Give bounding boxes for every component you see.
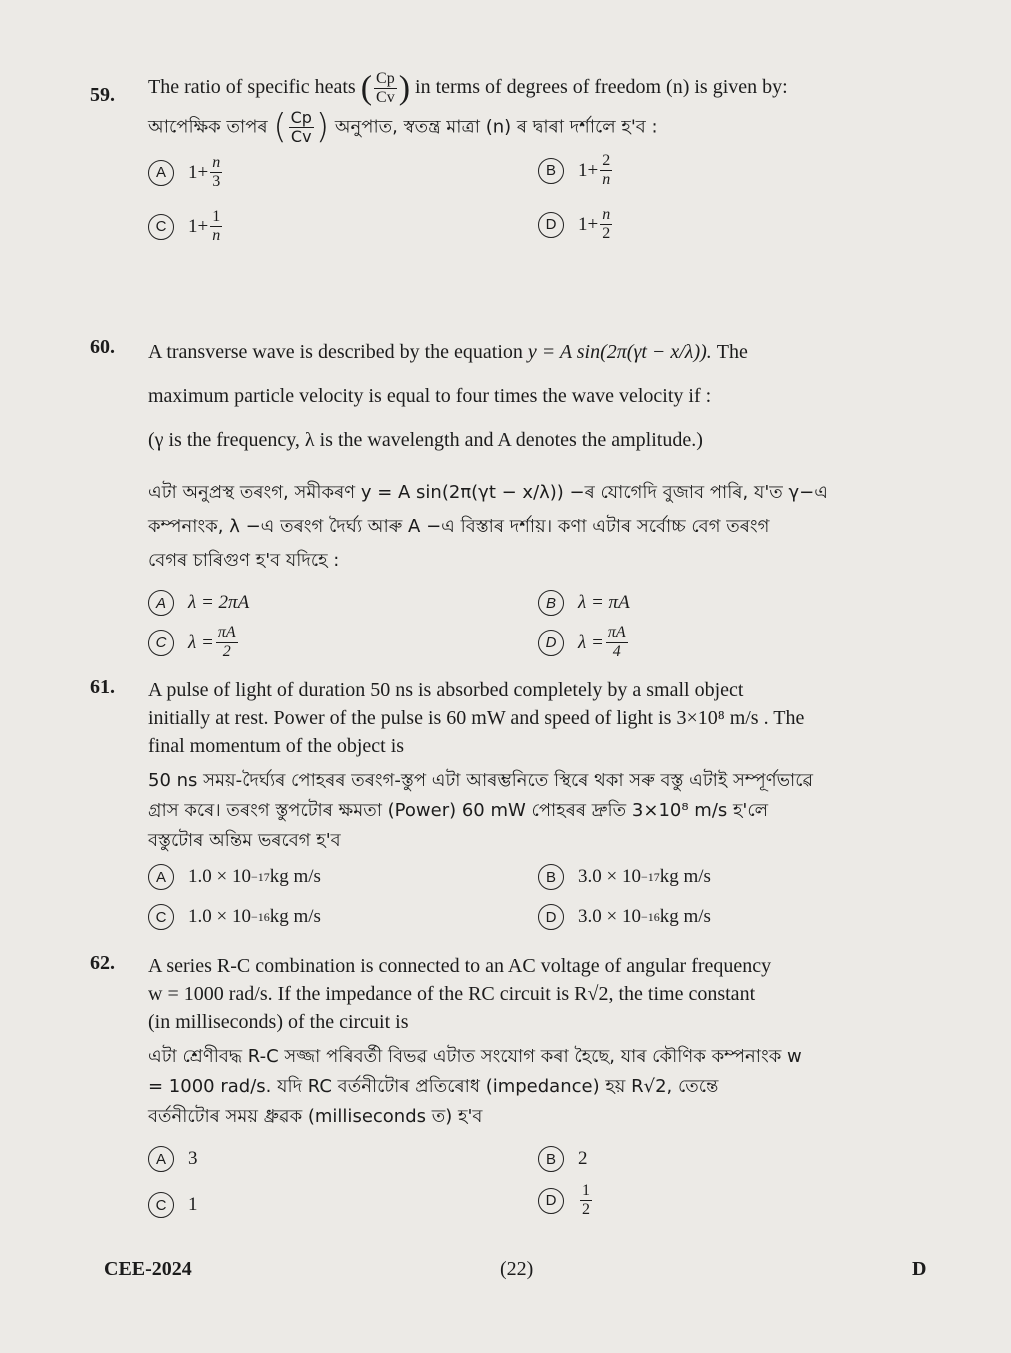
option-d[interactable]: D 1+ $\frac{n}{2}$ xyxy=(538,206,614,243)
option-badge: A xyxy=(148,160,174,186)
option-badge: A xyxy=(148,1146,174,1172)
options xyxy=(148,1146,930,1236)
options xyxy=(148,590,930,676)
option-a[interactable]: A 1+ $\frac{n}{3}$ xyxy=(148,154,224,191)
option-d[interactable]: D λ = $\frac{\pi A}{4}$ xyxy=(538,624,630,661)
question-number: 60. xyxy=(90,336,115,358)
question-number: 59. xyxy=(90,84,115,106)
option-badge: D xyxy=(538,904,564,930)
option-a[interactable]: A λ = 2πA xyxy=(148,590,249,616)
option-b[interactable]: B 3.0 × 10 −17 kg m/s xyxy=(538,864,711,890)
question-number: 61. xyxy=(90,676,115,698)
fraction: $\frac{Cp}{Cv}$ xyxy=(376,70,395,106)
fraction: $\frac{Cp}{Cv}$ xyxy=(290,108,312,146)
question-62 xyxy=(90,952,930,1236)
option-b[interactable]: B 1+ $\frac{2}{n}$ xyxy=(538,152,614,189)
fraction: $\frac{1}{n}$ xyxy=(212,208,221,244)
question-number: 62. xyxy=(90,952,115,974)
option-badge: C xyxy=(148,904,174,930)
question-text-bn: 50 ns সময়-দৈৰ্ঘ্যৰ পোহৰৰ তৰংগ-স্তুপ এটা আৰম্ভনিতে স্থিৰে থকা সৰু বস্তু এটাই সম্পূৰ্ণভাৱে গ্ৰাস কৰে। তৰংগ স্তুপটোৰ ক্ষমতা (Power) 60 mW পোহৰৰ দ্ৰুতি 3×10⁸ m/s হ'লে বস্তুটোৰ অন্তিম ভৰবেগ হ'ব xyxy=(148,770,813,851)
question-text-bn: এটা অনুপ্ৰস্থ তৰংগ, সমীকৰণ y = A sin(2π(γt − x/λ)) −ৰ যোগেদি বুজাব পাৰি, য'ত γ−এ কম্পনাংক, λ −এ তৰংগ দৈৰ্ঘ্য আৰু A −এ বিস্তাৰ দৰ্শায়। কণা এটাৰ সৰ্বোচ্চ বেগ তৰংগ বেগৰ চাৰিগুণ হ'ব যদিহে : xyxy=(148,482,828,571)
exam-code: CEE-2024 xyxy=(104,1258,192,1280)
option-badge: B xyxy=(538,158,564,184)
option-badge: C xyxy=(148,214,174,240)
question-60 xyxy=(90,330,930,676)
question-text-bn: আপেক্ষিক তাপৰ ( $\frac{Cp}{Cv}$ ) অনুপাত, স্বতন্ত্ৰ মাত্ৰা (n) ৰ দ্বাৰা দৰ্শালে হ'ব : xyxy=(148,107,658,147)
fraction: $\frac{\pi A}{4}$ xyxy=(607,624,626,660)
option-a[interactable]: A 3 xyxy=(148,1146,198,1172)
option-c[interactable]: C 1 xyxy=(148,1192,198,1218)
options xyxy=(148,864,930,940)
options xyxy=(148,150,930,250)
option-b[interactable]: B 2 xyxy=(538,1146,588,1172)
fraction: $\frac{2}{n}$ xyxy=(602,152,611,188)
option-badge: C xyxy=(148,630,174,656)
option-badge: D xyxy=(538,1188,564,1214)
question-59 xyxy=(90,70,930,250)
equation: y = A sin(2π(γt − x/λ)). xyxy=(527,341,712,363)
option-c[interactable]: C λ = $\frac{\pi A}{2}$ xyxy=(148,624,240,661)
question-text-en: A transverse wave is described by the equation y = A sin(2π(γt − x/λ)). The maximum particle velocity is equal to four times the wave velocity if : (γ is the frequency, λ is the wavelength and A denotes the amplitude.) xyxy=(148,341,748,451)
option-badge: D xyxy=(538,212,564,238)
option-a[interactable]: A 1.0 × 10 −17 kg m/s xyxy=(148,864,321,890)
fraction: $\frac{1}{2}$ xyxy=(582,1182,590,1218)
question-text-bn: এটা শ্ৰেণীবদ্ধ R-C সজ্জা পৰিবৰ্তী বিভৱ এটাত সংযোগ কৰা হৈছে, যাৰ কৌণিক কম্পনাংক w = 1000 rad/s. যদি RC বৰ্তনীটোৰ প্ৰতিৰোধ (impedance) হয় R√2, তেন্তে বৰ্তনীটোৰ সময় ধ্ৰুৱক (milliseconds ত) হ'ব xyxy=(148,1046,802,1127)
option-badge: A xyxy=(148,590,174,616)
option-c[interactable]: C 1+ $\frac{1}{n}$ xyxy=(148,208,224,245)
option-badge: B xyxy=(538,590,564,616)
option-badge: B xyxy=(538,1146,564,1172)
option-badge: A xyxy=(148,864,174,890)
option-b[interactable]: B λ = πA xyxy=(538,590,630,616)
option-badge: B xyxy=(538,864,564,890)
option-d[interactable] xyxy=(538,1182,594,1219)
fraction: $\frac{n}{3}$ xyxy=(212,154,221,190)
question-text-en: A series R-C combination is connected to an AC voltage of angular frequency w = 1000 rad/s. If the impedance of the RC circuit is R√2, the time constant (in milliseconds) of the circuit is xyxy=(148,955,772,1033)
booklet-series: D xyxy=(912,1258,927,1280)
option-c[interactable]: C 1.0 × 10 −16 kg m/s xyxy=(148,904,321,930)
question-text-en: A pulse of light of duration 50 ns is absorbed completely by a small object initially at rest. Power of the pulse is 60 mW and speed of light is 3×10⁸ m/s . The final momentum of the object is xyxy=(148,679,805,757)
question-61 xyxy=(90,676,930,940)
option-badge: C xyxy=(148,1192,174,1218)
option-d[interactable]: D 3.0 × 10 −16 kg m/s xyxy=(538,904,711,930)
fraction: $\frac{\pi A}{2}$ xyxy=(217,624,236,660)
question-text-en: The ratio of specific heats ( $\frac{Cp}{Cv}$ ) in terms of degrees of freedom (n) is given by: xyxy=(148,69,788,107)
fraction: $\frac{n}{2}$ xyxy=(602,206,611,242)
page-number: (22) xyxy=(500,1258,534,1280)
option-badge: D xyxy=(538,630,564,656)
